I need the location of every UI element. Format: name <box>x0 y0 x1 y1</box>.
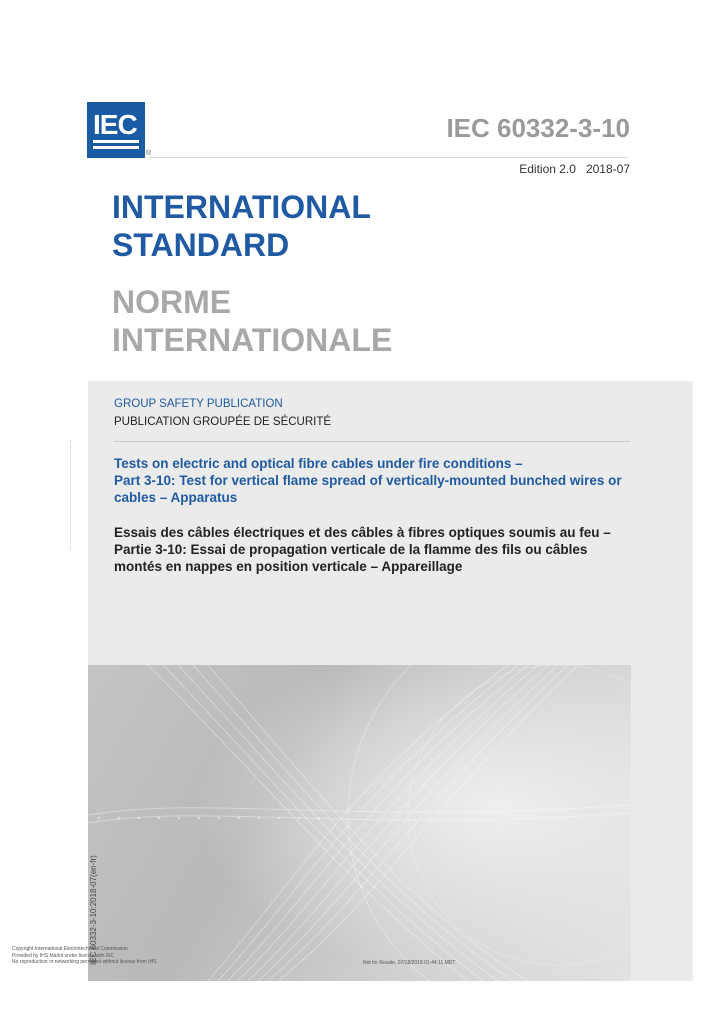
header-divider <box>150 157 628 158</box>
registered-mark: ® <box>146 150 152 157</box>
subtitle-en-line: cables – Apparatus <box>114 490 238 505</box>
panel-divider <box>114 441 630 442</box>
group-safety-fr: PUBLICATION GROUPÉE DE SÉCURITÉ <box>114 416 332 428</box>
resale-notice: Not for Resale, 07/18/2018 01:44:11 MDT <box>363 960 456 966</box>
legal-line: No reproduction or networking permitted without license from IHS <box>12 959 157 965</box>
cover-panel <box>88 381 693 981</box>
title-fr-line1: NORME <box>112 284 232 320</box>
title-en-line1: INTERNATIONAL <box>112 189 371 225</box>
legal-line: Copyright International Electrotechnical Commission <box>12 946 128 952</box>
subtitle-en-line: Part 3-10: Test for vertical flame spread of vertically-mounted bunched wires or <box>114 473 622 488</box>
edition-label: Edition 2.0 <box>519 162 576 176</box>
standard-number: IEC 60332-3-10 <box>446 113 630 143</box>
logo-stripe <box>93 140 139 143</box>
logo-text: IEC <box>93 109 137 140</box>
subtitle-french <box>114 524 644 575</box>
subtitle-english <box>114 455 634 506</box>
title-french <box>112 283 392 359</box>
iec-logo <box>87 102 145 158</box>
subtitle-fr-line: Essais des câbles électriques et des câbles à fibres optiques soumis au feu – <box>114 525 611 540</box>
title-en-line2: STANDARD <box>112 227 290 263</box>
copyright-notice <box>12 946 157 966</box>
group-safety-en: GROUP SAFETY PUBLICATION <box>114 398 283 410</box>
subtitle-en-line: Tests on electric and optical fibre cables under fire conditions – <box>114 456 523 471</box>
spine-dots <box>70 440 73 550</box>
title-english <box>112 188 371 264</box>
edition-info <box>519 162 630 176</box>
logo-stripe <box>93 146 139 149</box>
title-fr-line2: INTERNATIONALE <box>112 322 393 358</box>
subtitle-fr-line: montés en nappes en position verticale – Appareillage <box>114 559 463 574</box>
spine-reference-text: IEC 60332-3-10:2018-07(en-fr) <box>89 855 98 965</box>
edition-date: 2018-07 <box>585 162 630 176</box>
legal-line: Provided by IHS Markit under license with IEC <box>12 952 115 959</box>
abstract-wave-graphic <box>88 665 631 981</box>
subtitle-fr-line: Partie 3-10: Essai de propagation verticale de la flamme des fils ou câbles <box>114 542 588 557</box>
cover-graphic <box>88 665 631 981</box>
